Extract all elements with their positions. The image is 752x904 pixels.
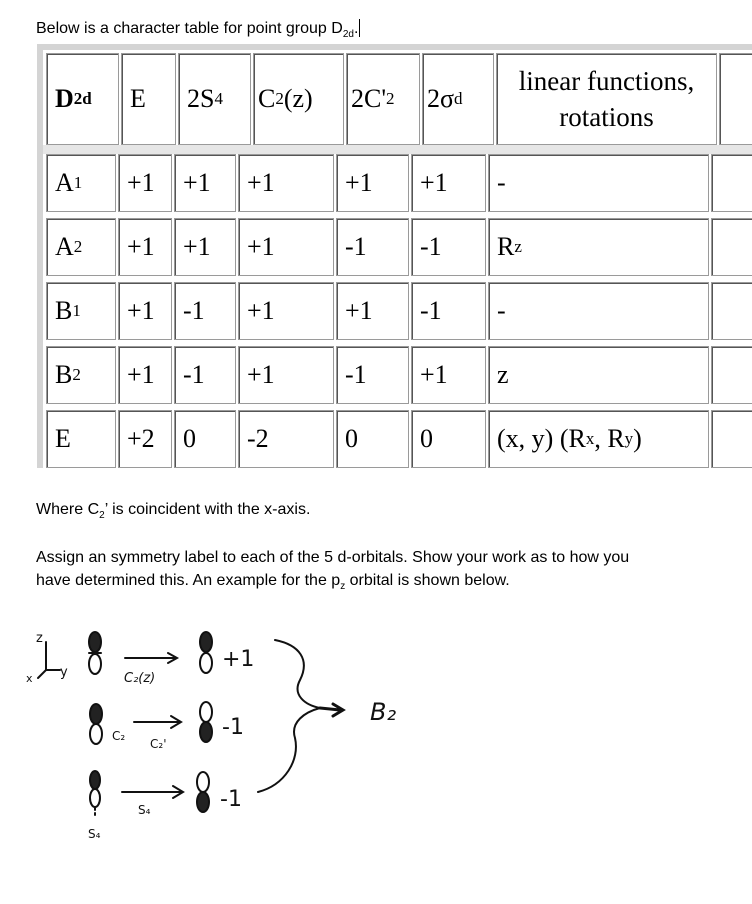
a1-func: - bbox=[488, 154, 709, 212]
header-e: E bbox=[121, 53, 176, 145]
header-sigma-d: 2σ d bbox=[422, 53, 494, 145]
pz-orbital-row1 bbox=[89, 632, 101, 674]
pz-orbital-row3 bbox=[90, 771, 100, 816]
b1-c2p: +1 bbox=[336, 282, 409, 340]
pz-orbital-row3-result bbox=[197, 772, 209, 812]
grouping-brace bbox=[258, 640, 320, 792]
irrep-e: E bbox=[46, 410, 116, 468]
b1-extra bbox=[711, 282, 752, 340]
axes-sketch bbox=[26, 631, 68, 685]
a2-func: R z bbox=[488, 218, 709, 276]
e-e: +2 bbox=[118, 410, 172, 468]
handwritten-example bbox=[0, 620, 752, 904]
a1-c2z: +1 bbox=[238, 154, 334, 212]
label-s4: S₄ bbox=[138, 803, 151, 817]
b2-e: +1 bbox=[118, 346, 172, 404]
a1-sigma: +1 bbox=[411, 154, 486, 212]
axis-x-label: x bbox=[26, 672, 33, 685]
irrep-b2: B 2 bbox=[46, 346, 116, 404]
a1-extra bbox=[711, 154, 752, 212]
char-minus1-b: -1 bbox=[220, 787, 242, 812]
header-s4: 2S 4 bbox=[178, 53, 251, 145]
b2-func: z bbox=[488, 346, 709, 404]
note-text: Where $C_2$’ is coincident with the x-axis. bbox=[36, 501, 311, 522]
e-func: (x, y) (R x , R y ) bbox=[488, 410, 709, 468]
label-c2: C₂ bbox=[112, 729, 126, 743]
arrow-s4 bbox=[122, 786, 183, 798]
arrow-c2-prime bbox=[134, 716, 181, 728]
irrep-a1: A 1 bbox=[46, 154, 116, 212]
pz-orbital-row2 bbox=[90, 704, 102, 744]
char-minus1-a: -1 bbox=[222, 715, 244, 740]
a1-c2p: +1 bbox=[336, 154, 409, 212]
b1-e: +1 bbox=[118, 282, 172, 340]
b2-s4: -1 bbox=[174, 346, 236, 404]
label-c2-prime: C₂' bbox=[150, 737, 167, 751]
pz-orbital-row1-result bbox=[200, 632, 212, 673]
character-table bbox=[37, 44, 752, 468]
header-group: D 2d bbox=[46, 53, 119, 145]
row-divider bbox=[43, 145, 752, 154]
intro-text: Below is a character table for point group $D_{2d}$. bbox=[36, 20, 359, 41]
a1-s4: +1 bbox=[174, 154, 236, 212]
b1-func: - bbox=[488, 282, 709, 340]
e-c2p: 0 bbox=[336, 410, 409, 468]
header-extra bbox=[719, 53, 752, 145]
a2-sigma: -1 bbox=[411, 218, 486, 276]
b2-c2z: +1 bbox=[238, 346, 334, 404]
header-c2-prime: 2C' 2 bbox=[346, 53, 420, 145]
b2-extra bbox=[711, 346, 752, 404]
label-s4-bottom: S₄ bbox=[88, 827, 101, 841]
a2-e: +1 bbox=[118, 218, 172, 276]
text-cursor bbox=[359, 19, 360, 37]
axis-y-label: y bbox=[60, 665, 68, 680]
b2-sigma: +1 bbox=[411, 346, 486, 404]
label-c2z: C₂(z) bbox=[124, 671, 156, 686]
result-b2: B₂ bbox=[370, 698, 397, 726]
b1-c2z: +1 bbox=[238, 282, 334, 340]
a2-c2p: -1 bbox=[336, 218, 409, 276]
irrep-a2: A 2 bbox=[46, 218, 116, 276]
a2-extra bbox=[711, 218, 752, 276]
a2-c2z: +1 bbox=[238, 218, 334, 276]
task-text: Assign an symmetry label to each of the 5 d-orbitals. Show your work as to how you have determined this. An example for the $p_z$ orbital is shown below. bbox=[36, 549, 630, 593]
char-plus1: +1 bbox=[222, 647, 255, 672]
pz-orbital-row2-result bbox=[200, 702, 212, 742]
e-sigma: 0 bbox=[411, 410, 486, 468]
b1-s4: -1 bbox=[174, 282, 236, 340]
e-extra bbox=[711, 410, 752, 468]
axis-z-label: z bbox=[36, 631, 43, 646]
header-linear-functions: linear functions, rotations bbox=[496, 53, 717, 145]
e-c2z: -2 bbox=[238, 410, 334, 468]
irrep-b1: B 1 bbox=[46, 282, 116, 340]
arrow-result bbox=[320, 704, 343, 716]
a1-e: +1 bbox=[118, 154, 172, 212]
header-c2z: C 2 (z) bbox=[253, 53, 344, 145]
b2-c2p: -1 bbox=[336, 346, 409, 404]
b1-sigma: -1 bbox=[411, 282, 486, 340]
e-s4: 0 bbox=[174, 410, 236, 468]
arrow-c2z bbox=[125, 653, 177, 663]
a2-s4: +1 bbox=[174, 218, 236, 276]
